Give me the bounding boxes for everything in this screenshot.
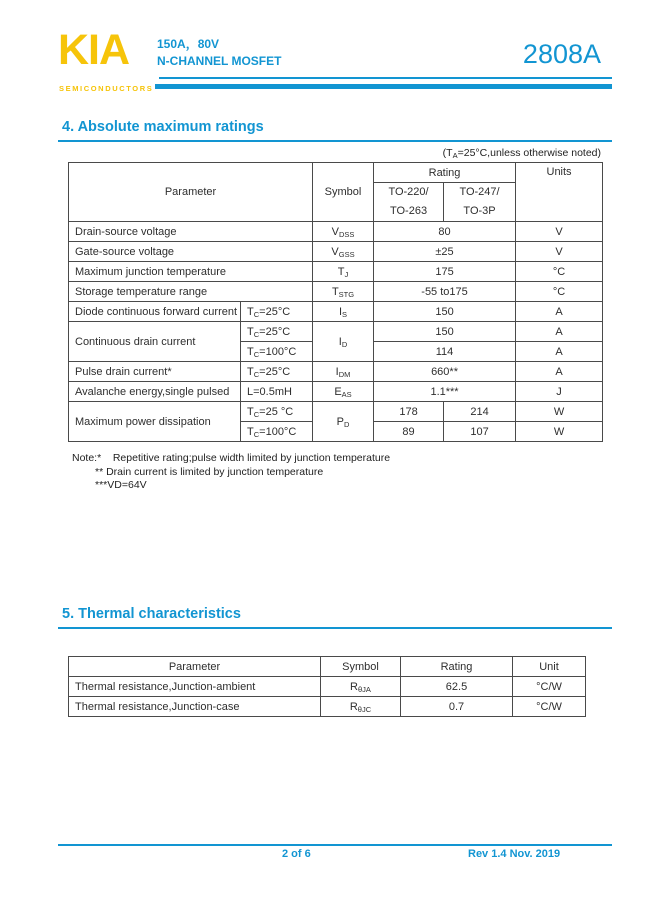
condition-sub: C bbox=[253, 349, 260, 359]
row-gate-source-voltage bbox=[69, 242, 603, 262]
rating-cell: 150 bbox=[374, 302, 516, 322]
condition-sub: C bbox=[253, 369, 260, 379]
condition-base: T bbox=[247, 345, 254, 358]
symbol-base: R bbox=[350, 680, 358, 693]
rating-cell: 80 bbox=[374, 222, 516, 242]
parameter-cell: Diode continuous forward current bbox=[69, 302, 241, 322]
rating-cell: ±25 bbox=[374, 242, 516, 262]
section5-underline bbox=[58, 627, 612, 629]
rating-cell-to220: 178 bbox=[374, 402, 444, 422]
rating-cell: 0.7 bbox=[401, 697, 513, 717]
symbol-cell bbox=[313, 242, 374, 262]
kia-logo: KIA bbox=[58, 26, 130, 74]
note-line-3: ***VD=64V bbox=[95, 479, 147, 491]
row-diode-forward-current bbox=[69, 302, 603, 322]
rating-cell-to247: 107 bbox=[444, 422, 516, 442]
symbol-sub: STG bbox=[338, 289, 355, 299]
header-rating: Rating bbox=[374, 163, 516, 183]
row-pulse-drain-current bbox=[69, 362, 603, 382]
notes-block bbox=[72, 452, 390, 493]
header-symbol: Symbol bbox=[321, 657, 401, 677]
symbol-cell bbox=[313, 302, 374, 322]
unit-cell: °C bbox=[516, 262, 603, 282]
header-rule-thin bbox=[159, 77, 612, 79]
symbol-base: V bbox=[331, 225, 339, 238]
symbol-cell bbox=[313, 382, 374, 402]
symbol-sub: D bbox=[343, 419, 350, 429]
thermal-characteristics-table bbox=[68, 656, 586, 717]
pkg2-line1: TO-247/ bbox=[459, 186, 500, 198]
section-title-thermal-characteristics: 5. Thermal characteristics bbox=[62, 606, 241, 622]
row-storage-temperature-range bbox=[69, 282, 603, 302]
condition-sub: C bbox=[253, 409, 260, 419]
footer-rule bbox=[58, 844, 612, 846]
header-parameter: Parameter bbox=[69, 163, 313, 222]
symbol-base: P bbox=[336, 415, 344, 428]
condition-rest: =100°C bbox=[259, 345, 297, 358]
symbol-sub: θJA bbox=[358, 684, 371, 694]
condition-base: T bbox=[247, 305, 254, 318]
condition-rest: =0.5mH bbox=[253, 385, 292, 398]
condition-base: T bbox=[247, 405, 254, 418]
condition-rest: =100°C bbox=[259, 425, 297, 438]
symbol-base: I bbox=[335, 365, 339, 378]
parameter-cell: Storage temperature range bbox=[69, 282, 313, 302]
symbol-sub: D bbox=[341, 339, 348, 349]
condition-cell bbox=[241, 342, 313, 362]
parameter-cell: Thermal resistance,Junction-ambient bbox=[69, 677, 321, 697]
symbol-sub: J bbox=[344, 269, 349, 279]
condition-cell bbox=[241, 302, 313, 322]
device-spec bbox=[157, 36, 281, 70]
parameter-cell: Maximum junction temperature bbox=[69, 262, 313, 282]
unit-cell: A bbox=[516, 322, 603, 342]
parameter-cell: Continuous drain current bbox=[69, 322, 241, 362]
rating-cell: 150 bbox=[374, 322, 516, 342]
row-avalanche-energy bbox=[69, 382, 603, 402]
condition-note-pre: (T bbox=[442, 147, 453, 159]
symbol-sub: GSS bbox=[338, 249, 355, 259]
device-spec-line1: 150A，80V bbox=[157, 37, 220, 51]
symbol-cell bbox=[313, 322, 374, 362]
symbol-base: T bbox=[337, 265, 345, 278]
symbol-sub: DSS bbox=[338, 229, 355, 239]
header-units: Units bbox=[516, 163, 603, 222]
parameter-cell: Pulse drain current* bbox=[69, 362, 241, 382]
header-package-to247 bbox=[444, 183, 516, 222]
unit-cell: °C bbox=[516, 282, 603, 302]
condition-sub: C bbox=[253, 329, 260, 339]
rating-cell: 660** bbox=[374, 362, 516, 382]
unit-cell: W bbox=[516, 402, 603, 422]
row-continuous-drain-current-25c bbox=[69, 322, 603, 342]
condition-base: T bbox=[247, 425, 254, 438]
unit-cell: J bbox=[516, 382, 603, 402]
pkg1-line2: TO-263 bbox=[389, 205, 428, 217]
condition-rest: =25°C bbox=[259, 325, 291, 338]
symbol-base: V bbox=[331, 245, 339, 258]
symbol-cell bbox=[321, 697, 401, 717]
page-number: 2 of 6 bbox=[282, 848, 311, 860]
note-line-2: ** Drain current is limited by junction temperature bbox=[95, 465, 324, 478]
condition-cell bbox=[241, 362, 313, 382]
row-max-power-dissipation-25c bbox=[69, 402, 603, 422]
symbol-base: R bbox=[349, 700, 358, 713]
unit-cell: A bbox=[516, 302, 603, 322]
parameter-cell: Gate-source voltage bbox=[69, 242, 313, 262]
unit-cell: A bbox=[516, 362, 603, 382]
condition-base: T bbox=[247, 325, 254, 338]
condition-base: L bbox=[247, 385, 254, 398]
unit-cell: °C/W bbox=[513, 697, 586, 717]
symbol-cell bbox=[321, 677, 401, 697]
symbol-base: T bbox=[331, 285, 339, 298]
header-parameter: Parameter bbox=[69, 657, 321, 677]
condition-note bbox=[300, 147, 601, 159]
symbol-cell bbox=[313, 282, 374, 302]
part-number: 2808A bbox=[522, 39, 601, 69]
revision-label: Rev 1.4 Nov. 2019 bbox=[468, 848, 561, 860]
symbol-base: I bbox=[338, 335, 342, 348]
header-rule-thick bbox=[155, 84, 612, 89]
parameter-cell: Avalanche energy,single pulsed bbox=[69, 382, 241, 402]
rating-cell: 62.5 bbox=[401, 677, 513, 697]
unit-cell: A bbox=[516, 342, 603, 362]
header-symbol: Symbol bbox=[313, 163, 374, 222]
symbol-sub: S bbox=[342, 309, 348, 319]
row-max-junction-temperature bbox=[69, 262, 603, 282]
section4-underline bbox=[58, 140, 612, 142]
unit-cell: W bbox=[516, 422, 603, 442]
header-package-to220 bbox=[374, 183, 444, 222]
rating-cell: 1.1*** bbox=[374, 382, 516, 402]
kia-logo-subtext: SEMICONDUCTORS bbox=[59, 84, 154, 93]
pkg2-line2: TO-3P bbox=[463, 205, 496, 217]
symbol-sub: AS bbox=[341, 389, 352, 399]
row-thermal-resistance-junction-case bbox=[69, 697, 586, 717]
symbol-base: E bbox=[334, 385, 342, 398]
header-unit: Unit bbox=[513, 657, 586, 677]
thermal-header-row bbox=[69, 657, 586, 677]
condition-sub: C bbox=[253, 309, 260, 319]
condition-cell bbox=[241, 402, 313, 422]
amr-header-row bbox=[69, 163, 603, 183]
rating-cell: 114 bbox=[374, 342, 516, 362]
parameter-cell: Thermal resistance,Junction-case bbox=[69, 697, 321, 717]
parameter-cell: Drain-source voltage bbox=[69, 222, 313, 242]
condition-rest: =25°C bbox=[259, 305, 291, 318]
condition-note-post: =25°C,unless otherwise noted) bbox=[457, 147, 601, 159]
symbol-cell bbox=[313, 402, 374, 442]
symbol-cell bbox=[313, 262, 374, 282]
parameter-cell: Maximum power dissipation bbox=[69, 402, 241, 442]
rating-cell-to220: 89 bbox=[374, 422, 444, 442]
unit-cell: °C/W bbox=[513, 677, 586, 697]
section-title-absolute-maximum-ratings: 4. Absolute maximum ratings bbox=[62, 119, 264, 135]
pkg1-line1: TO-220/ bbox=[388, 186, 429, 198]
condition-base: T bbox=[247, 365, 254, 378]
symbol-sub: DM bbox=[338, 369, 351, 379]
condition-sub: C bbox=[253, 429, 260, 439]
symbol-base: I bbox=[338, 305, 343, 318]
condition-rest: =25 °C bbox=[259, 405, 294, 418]
condition-rest: =25°C bbox=[259, 365, 291, 378]
device-spec-line2: N-CHANNEL MOSFET bbox=[157, 54, 282, 68]
rating-cell-to247: 214 bbox=[444, 402, 516, 422]
unit-cell: V bbox=[516, 242, 603, 262]
symbol-cell bbox=[313, 222, 374, 242]
condition-cell bbox=[241, 422, 313, 442]
rating-cell: -55 to175 bbox=[374, 282, 516, 302]
absolute-max-ratings-table bbox=[68, 162, 603, 442]
symbol-sub: θJC bbox=[357, 704, 372, 714]
rating-cell: 175 bbox=[374, 262, 516, 282]
note-line-1: Note:* Repetitive rating;pulse width limited by junction temperature bbox=[72, 452, 391, 464]
condition-cell bbox=[241, 382, 313, 402]
condition-cell bbox=[241, 322, 313, 342]
unit-cell: V bbox=[516, 222, 603, 242]
header-rating: Rating bbox=[401, 657, 513, 677]
row-drain-source-voltage bbox=[69, 222, 603, 242]
row-thermal-resistance-junction-ambient bbox=[69, 677, 586, 697]
symbol-cell bbox=[313, 362, 374, 382]
condition-note-sub: A bbox=[452, 151, 458, 160]
